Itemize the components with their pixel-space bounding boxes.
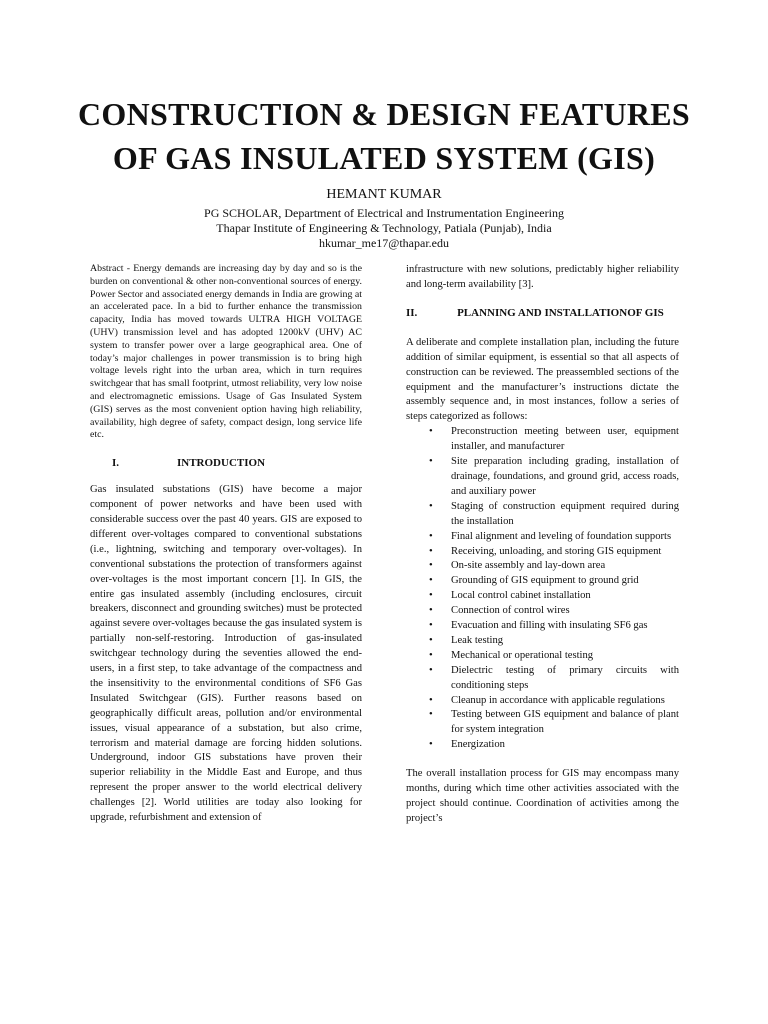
- list-item: [406, 604, 679, 619]
- list-item-text: Receiving, unloading, and storing GIS equipment: [451, 545, 662, 557]
- section-2-heading: [406, 299, 679, 328]
- list-item: [406, 500, 679, 530]
- list-item-text: Mechanical or operational testing: [451, 649, 594, 661]
- section-1-number: I.: [112, 457, 120, 470]
- list-item: [406, 649, 679, 664]
- section-2-title-line-2: OF GIS: [627, 306, 664, 319]
- section-2-number: II.: [406, 306, 418, 319]
- bullet-icon: •: [429, 545, 433, 557]
- list-item: [406, 425, 679, 455]
- affiliation-line-1: PG SCHOLAR, Department of Electrical and Instrumentation Engineering: [204, 206, 564, 220]
- bullet-icon: •: [429, 634, 433, 646]
- bullet-icon: •: [429, 456, 433, 468]
- author-block: [60, 186, 708, 251]
- section-2-title-line-1: PLANNING AND INSTALLATION: [457, 306, 628, 319]
- list-item-text: Grounding of GIS equipment to ground grid: [451, 575, 639, 587]
- abstract: Abstract - Energy demands are increasing day by day and so is the burden on conventional & other non-conventional sources of energy. Power Sector and associated energy demands in India are growing at an accelerated pace. In a bid to further enhance the transmission capacity, India has moved towards ULTRA HIGH VOLTAGE (UHV) transmission level and has adopted 1200kV (UHV) AC system to transfer power over a large geographical area. One of today’s major challenges in power transmission is to bring high voltage levels right into the urban area, which in turn requires switchgear that has small footprint, utmost reliability, very low noise and electromagnetic emissions. Usage of Gas Insulated System (GIS) serves as the most convenient option having high reliability, availability, high degree of safety, compact design, long service life etc.: [90, 263, 362, 441]
- list-item: [406, 738, 679, 753]
- list-item-text: Evacuation and filling with insulating SF6 gas: [451, 620, 648, 632]
- bullet-icon: •: [429, 694, 433, 706]
- bullet-icon: •: [429, 590, 433, 602]
- title-line-2: OF GAS INSULATED SYSTEM (GIS): [112, 140, 656, 176]
- bullet-icon: •: [429, 500, 433, 512]
- section-1-title: INTRODUCTION: [177, 457, 266, 470]
- list-item-text: Preconstruction meeting between user, equipment installer, and manufacturer: [451, 426, 679, 453]
- list-item: [406, 545, 679, 560]
- affiliation-line-2: Thapar Institute of Engineering & Technology, Patiala (Punjab), India: [216, 221, 552, 235]
- list-item: [406, 589, 679, 604]
- list-item-text: Cleanup in accordance with applicable regulations: [451, 694, 665, 706]
- list-item: [406, 708, 679, 738]
- list-item-text: Dielectric testing of primary circuits with conditioning steps: [451, 664, 679, 691]
- title-line-1: CONSTRUCTION & DESIGN FEATURES: [77, 96, 691, 132]
- bullet-icon: •: [429, 605, 433, 617]
- installation-steps-list: [406, 425, 679, 753]
- list-item: [406, 664, 679, 694]
- bullet-icon: •: [429, 530, 433, 542]
- section-1-body: Gas insulated substations (GIS) have become a major component of power networks and have been used with considerable success over the past 40 years. GIS are exposed to different over-voltages compared to conventional substations (i.e., lightning, switching and temporary over-voltages). In conventional substations the protection of transformers against over-voltages is the most important concern [1]. In GIS, the entire gas insulated assembly (including enclosures, circuit breakers, disconnect and grounding switches) must be protected against severe over-voltages because the gas insulated system is partially non-self-restoring. Introduction of gas-insulated switchgear technology during the seventies allowed the end-users, in a first step, to take advantage of the compactness and the insensitivity to the environmental conditions of SF6 Gas Insulated Switchgear (GIS). Further reasons based on geographically difficult areas, pollution and/or environmental issues, visual appearance of a substation, but also crime, terrorism and material damage are forcing hidden solutions. Underground, indoor GIS substations have proven their superior reliability in the Middle East and Europe, and thus represent the proper answer to the world electrical delivery challenges [2]. World utilities are today also looking for upgrade, refurbishment and extension of: [90, 484, 362, 824]
- author-name: HEMANT KUMAR: [326, 187, 442, 202]
- list-item-text: Connection of control wires: [451, 605, 570, 617]
- list-item-text: Local control cabinet installation: [451, 590, 591, 602]
- list-item: [406, 530, 679, 545]
- list-item: [406, 619, 679, 634]
- list-item-text: On-site assembly and lay-down area: [451, 560, 606, 572]
- bullet-icon: •: [429, 649, 433, 661]
- list-item-text: Site preparation including grading, installation of drainage, foundations, and ground grid, access roads, and auxiliary power: [451, 456, 679, 497]
- section-2-intro: A deliberate and complete installation plan, including the future addition of similar equipment, is essential so that all aspects of construction can be reviewed. The preassembled sections of the equipment and the manufacturer’s instructions dictate the assembly sequence and, in most instances, follow a series of steps categorized as follows:: [406, 336, 679, 423]
- list-item-text: Staging of construction equipment required during the installation: [451, 500, 679, 527]
- list-item: [406, 574, 679, 589]
- list-item-text: Energization: [451, 739, 505, 751]
- bullet-icon: •: [429, 664, 433, 676]
- bullet-icon: •: [429, 560, 433, 572]
- list-item-text: Leak testing: [451, 634, 504, 646]
- bullet-icon: •: [429, 739, 433, 751]
- list-item: [406, 559, 679, 574]
- right-column: [406, 263, 679, 827]
- bullet-icon: •: [429, 620, 433, 632]
- list-item: [406, 634, 679, 649]
- bullet-icon: •: [429, 709, 433, 721]
- author-email: hkumar_me17@thapar.edu: [318, 236, 449, 250]
- bullet-icon: •: [429, 426, 433, 438]
- bullet-icon: •: [429, 575, 433, 587]
- section-1-continuation: infrastructure with new solutions, predictably higher reliability and long-term availability [3].: [406, 264, 679, 290]
- left-column: [90, 263, 362, 826]
- list-item-text: Final alignment and leveling of foundation supports: [451, 530, 672, 542]
- section-2-closing: The overall installation process for GIS may encompass many months, during which time other activities associated with the project should continue. Coordination of activities among the project’s: [406, 768, 679, 824]
- list-item-text: Testing between GIS equipment and balance of plant for system integration: [451, 709, 679, 736]
- list-item: [406, 694, 679, 709]
- section-1-heading: [90, 456, 362, 471]
- list-item: [406, 455, 679, 500]
- paper-title: [40, 92, 728, 180]
